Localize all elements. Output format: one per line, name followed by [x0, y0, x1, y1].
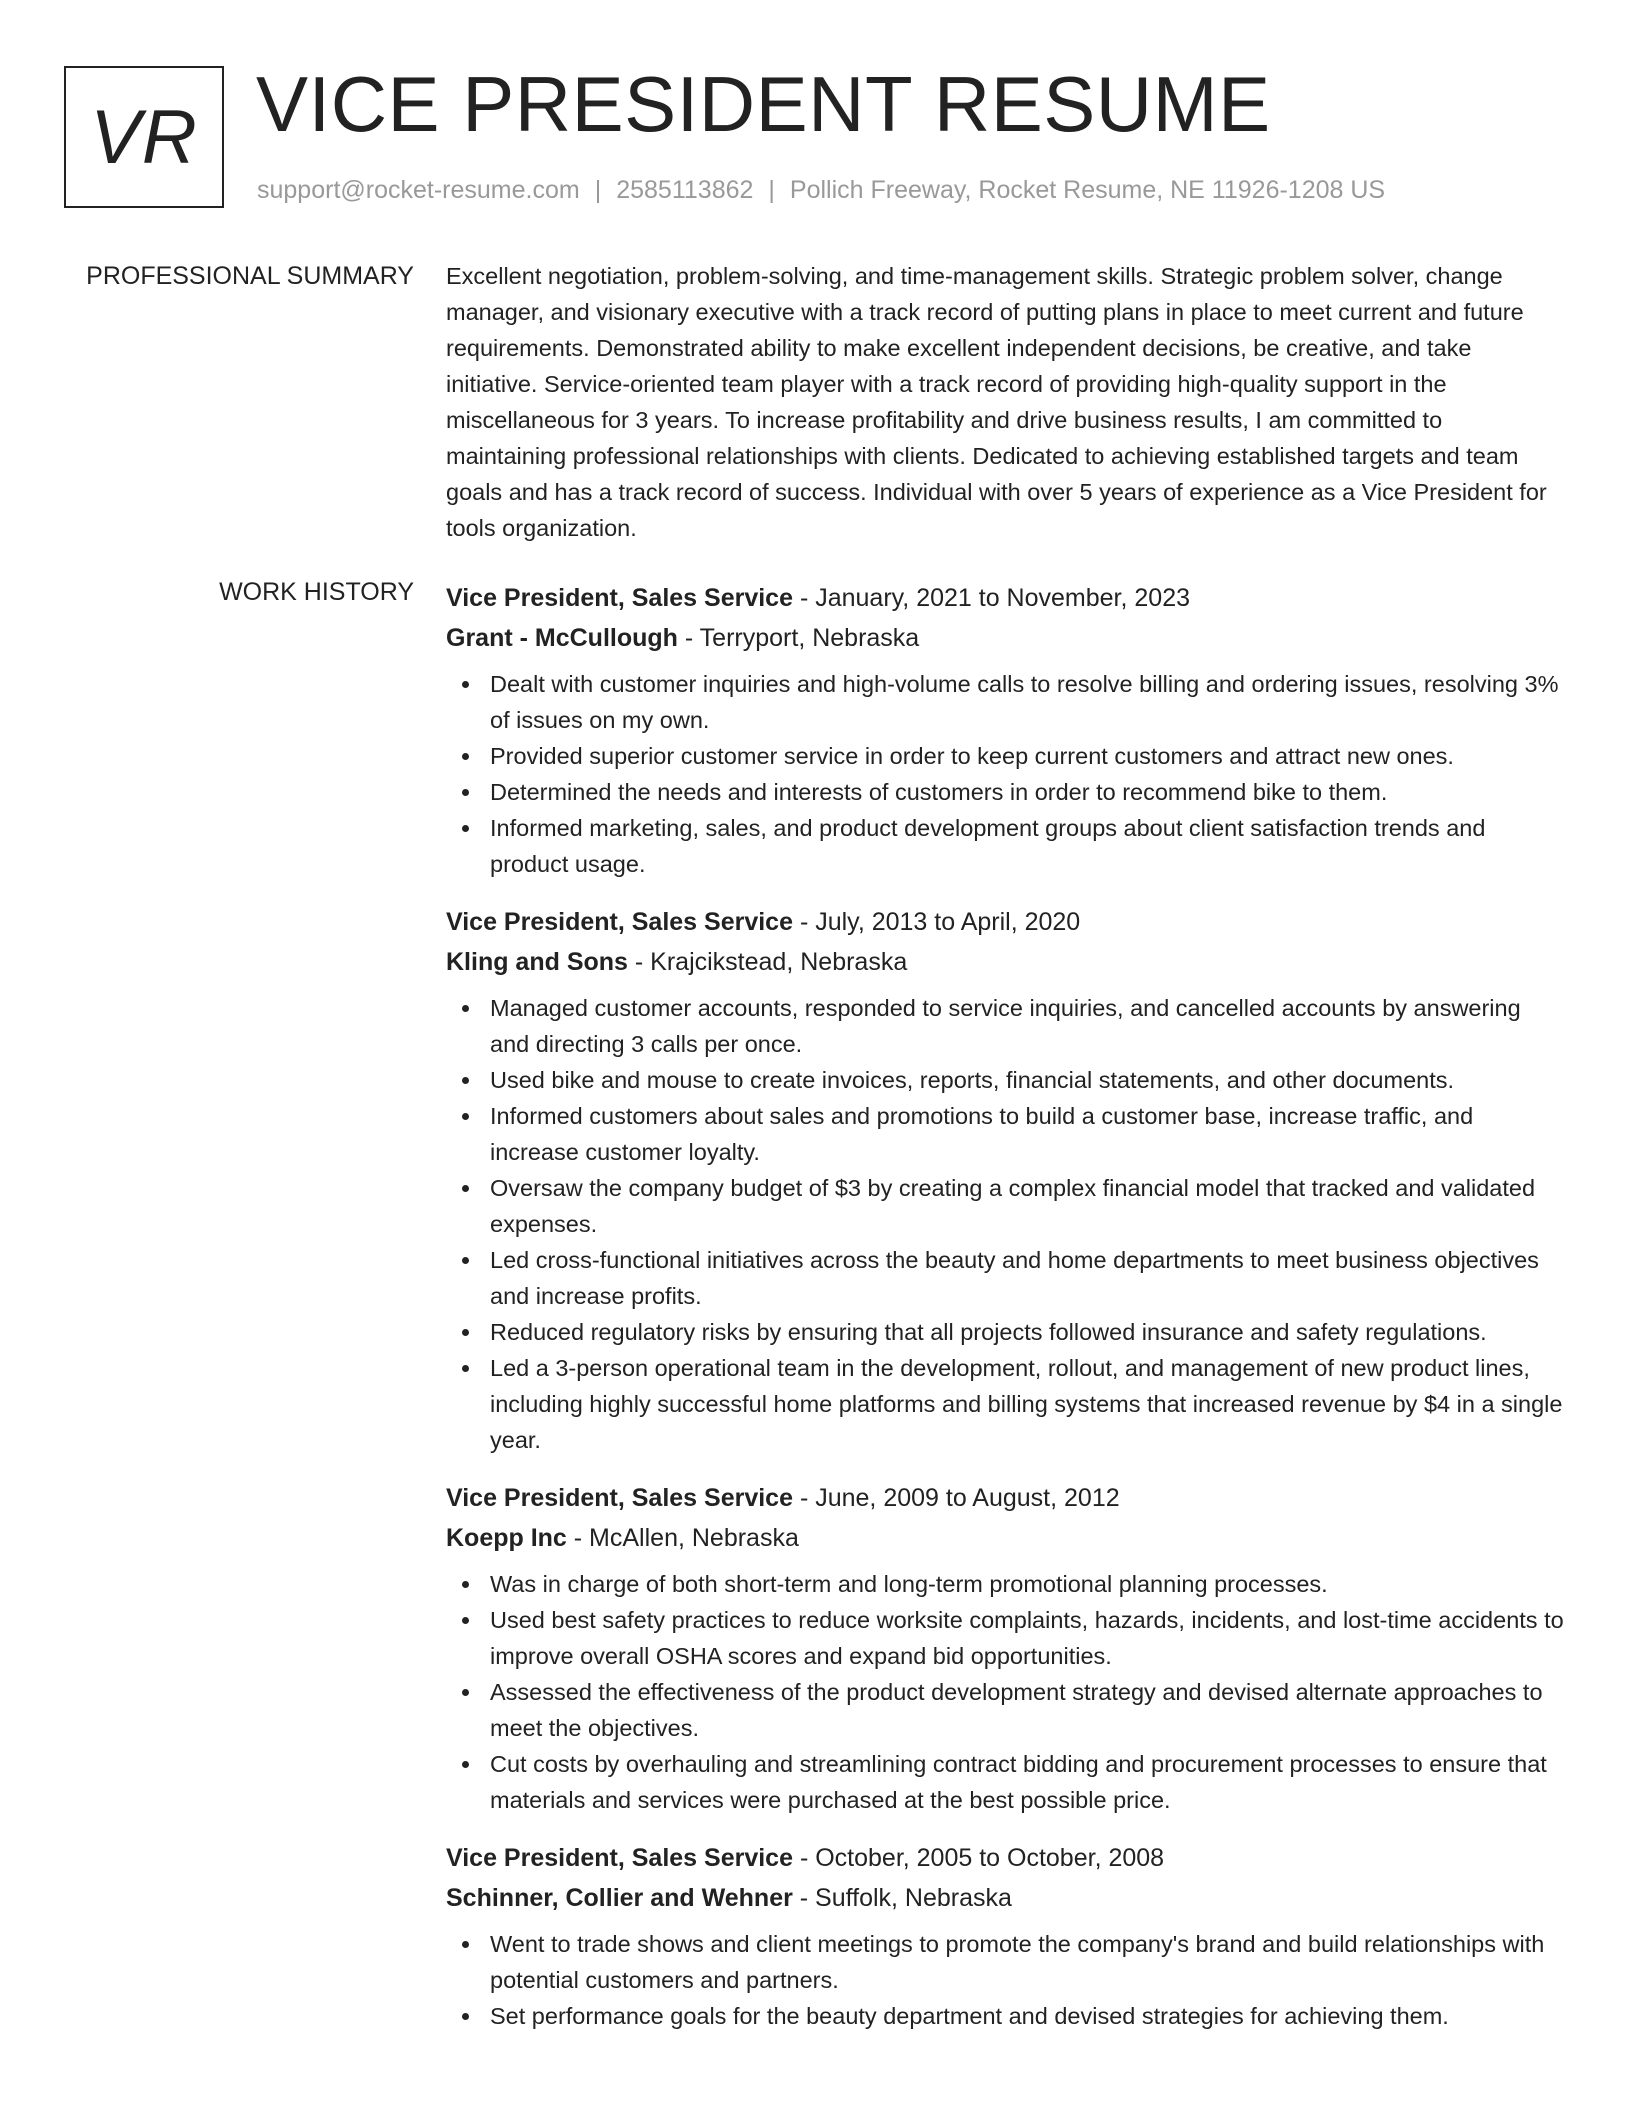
- job-entry: [446, 578, 1566, 882]
- job-bullet: Provided superior customer service in order to keep current customers and attract new ones.: [446, 738, 1566, 774]
- job-company-line: [446, 1518, 1566, 1558]
- job-bullet: Set performance goals for the beauty department and devised strategies for achieving them.: [446, 1998, 1566, 2034]
- job-bullet: Informed customers about sales and promotions to build a customer base, increase traffic, and increase customer loyalty.: [446, 1098, 1566, 1170]
- contact-phone: 2585113862: [616, 176, 754, 204]
- job-dates: - July, 2013 to April, 2020: [793, 908, 1081, 936]
- job-bullet: Led cross-functional initiatives across the beauty and home departments to meet business objectives and increase profits.: [446, 1242, 1566, 1314]
- job-bullet: Managed customer accounts, responded to service inquiries, and cancelled accounts by answering and directing 3 calls per once.: [446, 990, 1566, 1062]
- job-company-line: [446, 1878, 1566, 1918]
- job-bullet: Led a 3-person operational team in the development, rollout, and management of new product lines, including highly successful home platforms and billing systems that increased revenue by $4 in a single year.: [446, 1350, 1566, 1458]
- job-company: Schinner, Collier and Wehner: [446, 1884, 793, 1912]
- job-location: - Terryport, Nebraska: [677, 624, 920, 652]
- job-role: Vice President, Sales Service: [446, 908, 793, 936]
- job-bullets: [446, 1926, 1566, 2034]
- job-company: Grant - McCullough: [446, 624, 678, 652]
- contact-email: support@rocket-resume.com: [257, 176, 580, 204]
- contact-address: Pollich Freeway, Rocket Resume, NE 11926-1208 US: [789, 176, 1386, 204]
- job-company-line: [446, 618, 1566, 658]
- job-entry: [446, 1478, 1566, 1818]
- job-location: - Krajcikstead, Nebraska: [627, 948, 908, 976]
- job-entry: [446, 1838, 1566, 2034]
- job-bullet: Went to trade shows and client meetings to promote the company's brand and build relationships with potential customers and partners.: [446, 1926, 1566, 1998]
- work-history: [446, 578, 1566, 2054]
- job-bullet: Dealt with customer inquiries and high-volume calls to resolve billing and ordering issues, resolving 3% of issues on my own.: [446, 666, 1566, 738]
- job-title-line: [446, 1838, 1566, 1878]
- monogram-box: [64, 66, 224, 208]
- job-dates: - October, 2005 to October, 2008: [793, 1844, 1165, 1872]
- job-company-line: [446, 942, 1566, 982]
- job-bullet: Assessed the effectiveness of the product development strategy and devised alternate approaches to meet the objectives.: [446, 1674, 1566, 1746]
- job-bullets: [446, 1566, 1566, 1818]
- summary-text: Excellent negotiation, problem-solving, and time-management skills. Strategic problem solver, change manager, and visionary executive with a track record of putting plans in place to meet current and future requirements. Demonstrated ability to make excellent independent decisions, be creative, and take initiative. Service-oriented team player with a track record of providing high-quality support in the miscellaneous for 3 years. To increase profitability and drive business results, I am committed to maintaining professional relationships with clients. Dedicated to achieving established targets and team goals and has a track record of success. Individual with over 5 years of experience as a Vice President for tools organization.: [446, 263, 1547, 541]
- job-bullets: [446, 990, 1566, 1458]
- job-bullet: Informed marketing, sales, and product development groups about client satisfaction trends and product usage.: [446, 810, 1566, 882]
- job-bullets: [446, 666, 1566, 882]
- summary-section-label: PROFESSIONAL SUMMARY: [86, 262, 414, 290]
- job-company: Kling and Sons: [446, 948, 628, 976]
- job-dates: - June, 2009 to August, 2012: [793, 1484, 1120, 1512]
- job-title-line: [446, 902, 1566, 942]
- contact-separator: |: [594, 176, 602, 204]
- job-title-line: [446, 578, 1566, 618]
- monogram-initials: VR: [90, 94, 198, 180]
- job-bullet: Used bike and mouse to create invoices, reports, financial statements, and other documents.: [446, 1062, 1566, 1098]
- job-company: Koepp Inc: [446, 1524, 567, 1552]
- job-title-line: [446, 1478, 1566, 1518]
- job-bullet: Determined the needs and interests of customers in order to recommend bike to them.: [446, 774, 1566, 810]
- job-bullet: Oversaw the company budget of $3 by creating a complex financial model that tracked and validated expenses.: [446, 1170, 1566, 1242]
- job-bullet: Cut costs by overhauling and streamlining contract bidding and procurement processes to ensure that materials and services were purchased at the best possible price.: [446, 1746, 1566, 1818]
- job-role: Vice President, Sales Service: [446, 584, 793, 612]
- job-role: Vice President, Sales Service: [446, 1844, 793, 1872]
- job-location: - Suffolk, Nebraska: [792, 1884, 1012, 1912]
- job-role: Vice President, Sales Service: [446, 1484, 793, 1512]
- job-bullet: Was in charge of both short-term and long-term promotional planning processes.: [446, 1566, 1566, 1602]
- job-bullet: Used best safety practices to reduce worksite complaints, hazards, incidents, and lost-time accidents to improve overall OSHA scores and expand bid opportunities.: [446, 1602, 1566, 1674]
- resume-title: VICE PRESIDENT RESUME: [256, 60, 1271, 148]
- job-bullet: Reduced regulatory risks by ensuring that all projects followed insurance and safety regulations.: [446, 1314, 1566, 1350]
- job-location: - McAllen, Nebraska: [566, 1524, 799, 1552]
- job-dates: - January, 2021 to November, 2023: [793, 584, 1190, 612]
- work-section-label: WORK HISTORY: [219, 578, 414, 606]
- job-entry: [446, 902, 1566, 1458]
- contact-separator: |: [768, 176, 775, 204]
- contact-line: [257, 174, 1385, 206]
